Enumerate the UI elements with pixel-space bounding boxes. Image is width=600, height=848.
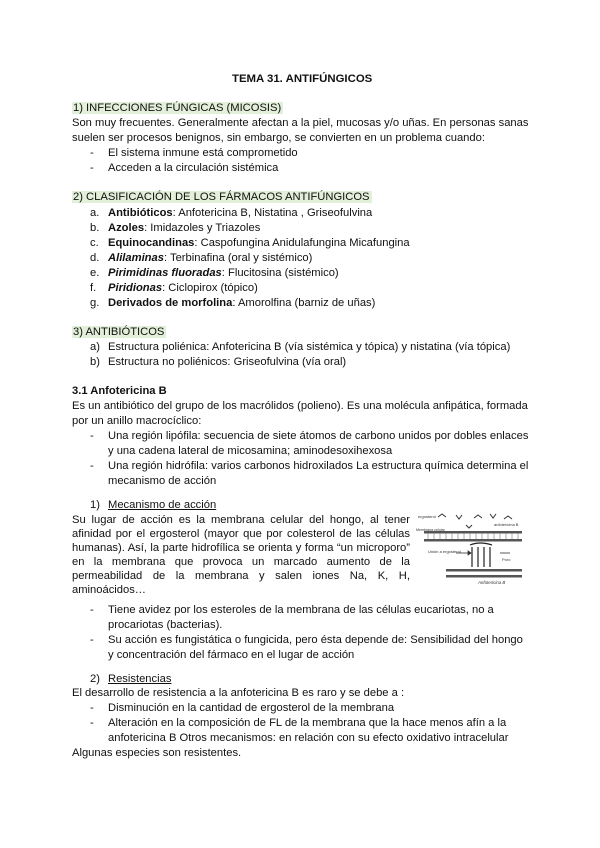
list-item-continuation: anfotericina B Otros mecanismos: en relación con su efecto oxidativo intracelular [108, 732, 509, 744]
list-marker: 2) [90, 673, 100, 685]
list-item: El sistema inmune está comprometido [108, 147, 298, 159]
paragraph-line: por un anillo macrocíclico: [72, 415, 202, 427]
list-item: Disminución en la cantidad de ergosterol de la membrana [108, 702, 395, 714]
section-2-heading: 2) CLASIFICACIÓN DE LOS FÁRMACOS ANTIFÚNGICOS [73, 191, 370, 203]
list-item: Alilaminas: Terbinafina (oral y sistémico) [108, 252, 313, 264]
list-item: Alteración en la composición de FL de la membrana que la hace menos afín a la [108, 717, 507, 729]
list-item-continuation: procariotas (bacterias). [108, 619, 223, 631]
list-marker: b. [90, 222, 100, 234]
list-item: Tiene avidez por los esteroles de la membrana de las células eucariotas, no a [108, 604, 494, 616]
list-item: Azoles: Imidazoles y Triazoles [108, 222, 261, 234]
section-3-heading: 3) ANTIBIÓTICOS [73, 326, 165, 338]
page-title: TEMA 31. ANTIFÚNGICOS [232, 73, 373, 85]
list-item-continuation: mecanismo de acción [108, 475, 217, 487]
paragraph-line: Es un antibiótico del grupo de los macrólidos (polieno). Es una molécula anfipática, formada [72, 400, 528, 412]
bullet-dash: - [90, 634, 94, 646]
figure-label: Membrana celular [416, 528, 445, 532]
list-marker: 1) [90, 499, 100, 511]
list-item: Estructura no poliénicos: Griseofulvina (vía oral) [108, 356, 347, 368]
section-1-heading: 1) INFECCIONES FÚNGICAS (MICOSIS) [73, 102, 282, 114]
list-item-continuation: y concentración del fármaco en el lugar de acción [108, 649, 355, 661]
list-item: Una región hidrófila: varios carbonos hidroxilados La estructura química determina el [108, 460, 529, 472]
list-item: Piridionas: Ciclopirox (tópico) [108, 282, 258, 294]
list-item: Derivados de morfolina: Amorolfina (barniz de uñas) [108, 297, 376, 309]
bullet-dash: - [90, 147, 94, 159]
figure-label: Anfotericina B [478, 580, 506, 585]
resistance-heading: Resistencias [108, 673, 172, 685]
list-item: Antibióticos: Anfotericina B, Nistatina , Griseofulvina [108, 207, 373, 219]
list-item: Su acción es fungistática o fungicida, pero ésta depende de: Sensibilidad del hongo [108, 634, 523, 646]
figure-label: Poro [502, 557, 511, 562]
list-marker: a) [90, 341, 100, 353]
bullet-dash: - [90, 162, 94, 174]
list-item-continuation: y una cadena lateral de micosamina; aminodesoxihexosa [108, 445, 393, 457]
list-marker: d. [90, 252, 100, 264]
list-marker: c. [90, 237, 99, 249]
bullet-dash: - [90, 717, 94, 729]
list-marker: f. [90, 282, 97, 294]
figure-label: ergosterol [418, 514, 436, 519]
paragraph-line: El desarrollo de resistencia a la anfotericina B es raro y se debe a : [72, 687, 405, 699]
list-item: Equinocandinas: Caspofungina Anidulafungina Micafungina [108, 237, 410, 249]
list-item: Estructura poliénica: Anfotericina B (vía sistémica y tópica) y nistatina (vía tópica) [108, 341, 511, 353]
list-item: Una región lipófila: secuencia de siete átomos de carbono unidos por dobles enlaces [108, 430, 529, 442]
list-item: Pirimidinas fluoradas: Flucitosina (sistémico) [108, 267, 339, 279]
list-marker: g. [90, 297, 100, 309]
list-marker: e. [90, 267, 100, 279]
bullet-dash: - [90, 604, 94, 616]
bullet-dash: - [90, 430, 94, 442]
section-1-text: Son muy frecuentes. Generalmente afectan a la piel, mucosas y/o uñas. En personas sanas [72, 117, 529, 129]
bullet-dash: - [90, 702, 94, 714]
figure-label: anfotericina B [494, 522, 519, 527]
list-marker: a. [90, 207, 100, 219]
mechanism-heading: Mecanismo de acción [108, 499, 217, 511]
paragraph-line: Algunas especies son resistentes. [72, 747, 242, 759]
list-marker: b) [90, 356, 100, 368]
membrane-diagram-figure [416, 509, 526, 585]
list-item: Acceden a la circulación sistémica [108, 162, 279, 174]
figure-label: Unión a ergosterol [428, 549, 461, 554]
subsection-heading: 3.1 Anfotericina B [72, 385, 167, 397]
bullet-dash: - [90, 460, 94, 472]
mechanism-paragraph: Su lugar de acción es la membrana celular del hongo, al tener afinidad por el ergosterol (mayor que por colesterol de las células humanas). Así, la parte hidrofílica se orienta y forma “un microporo” en la membrana que provoca un marcado aumento de la permeabilidad de la membrana y salen iones Na, K, H, aminoácidos… [72, 514, 410, 596]
section-1-text: suelen ser procesos benignos, sin embargo, se convierten en un problema cuando: [72, 132, 485, 144]
